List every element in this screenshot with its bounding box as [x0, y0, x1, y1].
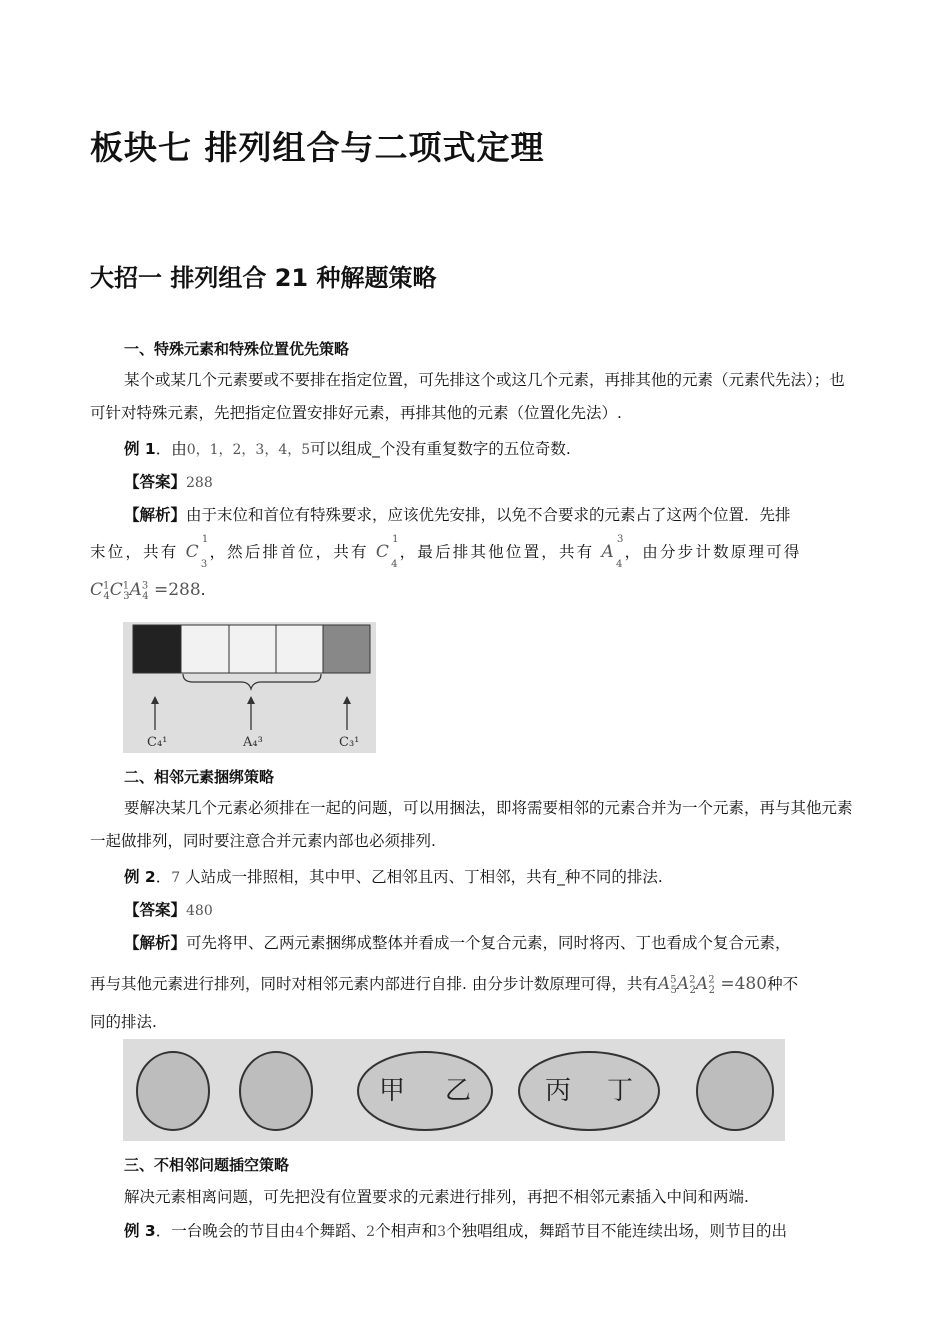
fig2-label-jia: 甲: [379, 1076, 406, 1106]
section-title: 大招一 排列组合 21 种解题策略: [90, 264, 437, 292]
fig1-label-c31: C₃¹: [339, 735, 360, 750]
chapter-title: 板块七 排列组合与二项式定理: [90, 128, 545, 167]
analysis-2-line1: 【解析】可先将甲、乙两元素捆绑成整体并看成一个复合元素，同时将丙、丁也看成个复合元素，: [124, 934, 791, 952]
example-1: 例 1．由0，1，2，3，4，5可以组成_个没有重复数字的五位奇数.: [124, 440, 571, 458]
fig2-label-yi: 乙: [445, 1076, 472, 1106]
heading-2: 二、相邻元素捆绑策略: [124, 768, 275, 786]
example-2: 例 2．7 人站成一排照相，其中甲、乙相邻且丙、丁相邻，共有_种不同的排法.: [124, 868, 663, 886]
heading-3: 三、不相邻问题插空策略: [124, 1156, 290, 1174]
analysis-2-line3: 同的排法.: [90, 1013, 157, 1031]
intro-1: 某个或某几个元素要或不要排在指定位置，可先排这个或这几个元素，再排其他的元素（元素代先法）；也可针对特殊元素，先把指定位置安排好元素，再排其他的元素（位置化先法）.: [90, 371, 845, 422]
analysis-1-line2: 末位，共有 C 1 $_3$，然后排首位，共有 C 1 $_4$，最后排其他位置，共有 A 3 $_4$，由分步计数原理可得: [90, 534, 802, 571]
analysis-1-line3: $C^1_4C^1_3A^3_4 =288$.: [90, 580, 206, 603]
formula-c41: C 1 $_4$: [375, 534, 401, 571]
answer-2: 【答案】480: [124, 901, 213, 919]
figure-bundles: [123, 1039, 785, 1141]
fig1-label-a43: A₄³: [243, 735, 263, 750]
formula-a43: A 3 $_4$: [601, 534, 626, 571]
fig1-label-c41: C₄¹: [147, 735, 168, 750]
fig2-label-ding: 丁: [607, 1076, 634, 1106]
formula-result-1: $C^1_4C^1_3A^3_4 =288$: [90, 580, 201, 603]
answer-1: 【答案】288: [124, 473, 213, 491]
heading-1: 一、特殊元素和特殊位置优先策略: [124, 340, 350, 358]
analysis-2-line2: 再与其他元素进行排列，同时对相邻元素内部进行自排. 由分步计数原理可得，共有$A^5_5A^2_2A^2_2 =480$种不: [90, 974, 799, 997]
formula-result-2: $A^5_5A^2_2A^2_2 =480$: [657, 974, 768, 997]
formula-c31: C 1 $_3$: [185, 534, 211, 571]
intro-3: 解决元素相离问题，可先把没有位置要求的元素进行排列，再把不相邻元素插入中间和两端.: [124, 1188, 749, 1206]
analysis-1-line1: 【解析】由于末位和首位有特殊要求，应该优先安排，以免不合要求的元素占了这两个位置．先排: [124, 506, 791, 524]
figure-slots: [123, 622, 376, 753]
example-3: 例 3．一台晚会的节目由4个舞蹈、2个相声和3个独唱组成，舞蹈节目不能连续出场，则节目的出: [124, 1222, 788, 1240]
intro-2: 要解决某几个元素必须排在一起的问题，可以用捆法，即将需要相邻的元素合并为一个元素，再与其他元素一起做排列，同时要注意合并元素内部也必须排列.: [90, 799, 853, 850]
fig2-label-bing: 丙: [545, 1076, 572, 1106]
